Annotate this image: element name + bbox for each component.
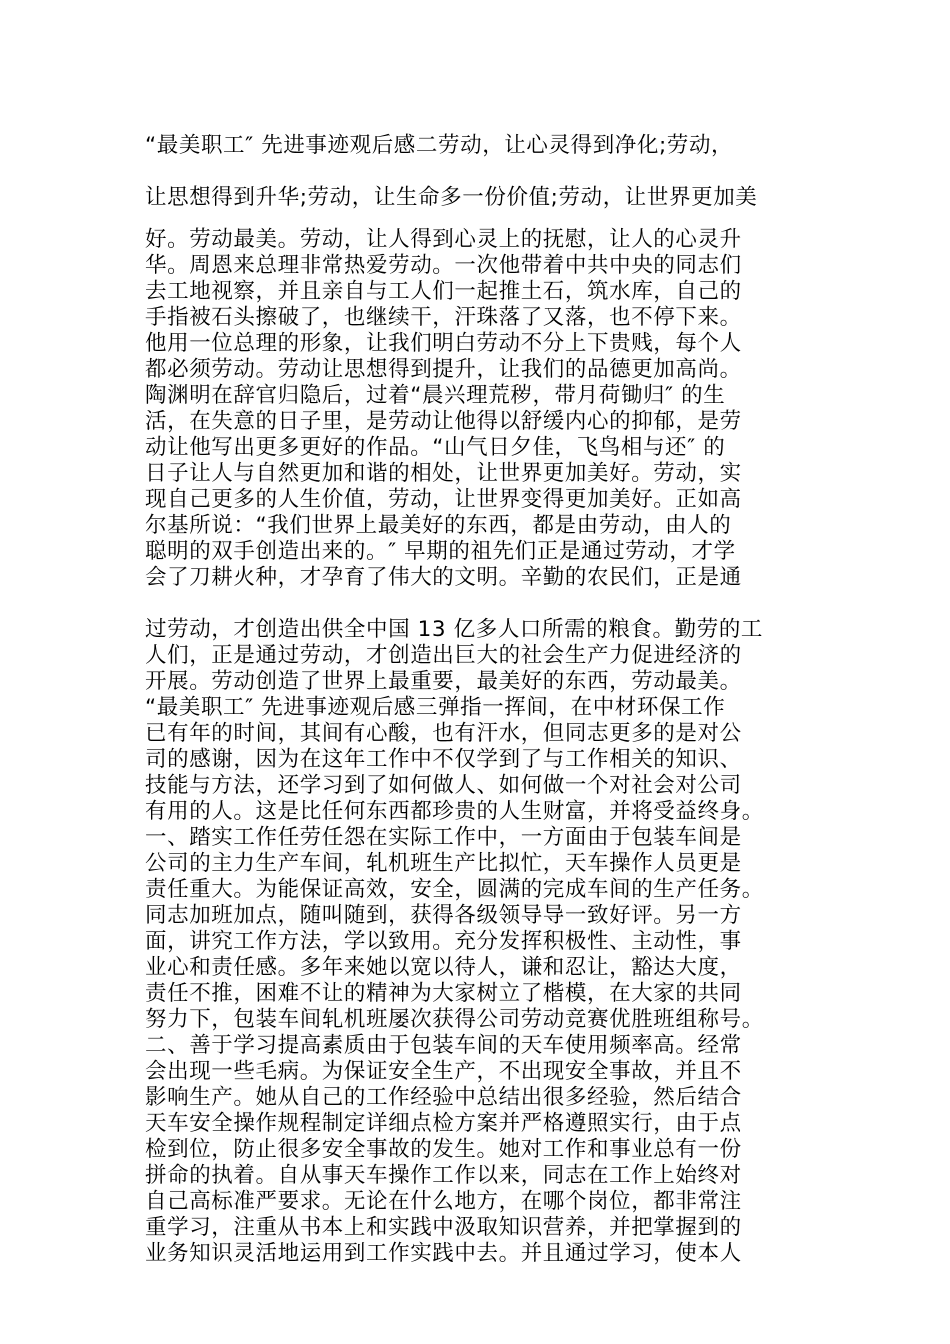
text-line: 面，讲究工作方法，学以致用。充分发挥积极性、主动性，事 — [145, 929, 742, 954]
text-line: 会了刀耕火种，才孕育了伟大的文明。辛勤的农民们，正是通 — [145, 565, 742, 590]
text-line: 努力下，包装车间轧机班屡次获得公司劳动竞赛优胜班组称号。 — [145, 1007, 764, 1032]
text-line: 手指被石头擦破了，也继续干，汗珠落了又落，也不停下来。 — [145, 305, 742, 330]
text-line: 聪明的双手创造出来的。″ 早期的祖先们正是通过劳动，才学 — [145, 539, 736, 564]
text-line: 一、踏实工作任劳任怨在实际工作中，一方面由于包装车间是 — [145, 825, 742, 850]
text-line: 华。周恩来总理非常热爱劳动。一次他带着中共中央的同志们 — [145, 253, 742, 278]
text-line: 业心和责任感。多年来她以宽以待人，谦和忍让，豁达大度， — [145, 955, 742, 980]
text-line: 陶渊明在辞官归隐后，过着“晨兴理荒秽，带月荷锄归″ 的生 — [145, 383, 726, 408]
text-line: 有用的人。这是比任何东西都珍贵的人生财富，并将受益终身。 — [145, 799, 764, 824]
text-line: 天车安全操作规程制定详细点检方案并严格遵照实行，由于点 — [145, 1111, 742, 1136]
text-line: 重学习，注重从书本上和实践中汲取知识营养，并把掌握到的 — [145, 1215, 742, 1240]
text-line: 公司的主力生产车间，轧机班生产比拟忙，天车操作人员更是 — [145, 851, 742, 876]
text-line: 去工地视察，并且亲自与工人们一起推土石，筑水库，自己的 — [145, 279, 742, 304]
text-line: 已有年的时间，其间有心酸，也有汗水，但同志更多的是对公 — [145, 721, 742, 746]
text-line: 司的感谢，因为在这年工作中不仅学到了与工作相关的知识、 — [145, 747, 742, 772]
text-line: 开展。劳动创造了世界上最重要，最美好的东西，劳动最美。 — [145, 669, 742, 694]
text-line: “最美职工″ 先进事迹观后感三弹指一挥间，在中材环保工作 — [145, 695, 726, 720]
text-line: 活，在失意的日子里，是劳动让他得以舒缓内心的抑郁，是劳 — [145, 409, 742, 434]
text-line: 现自己更多的人生价值，劳动，让世界变得更加美好。正如高 — [145, 487, 742, 512]
text-line: 他用一位总理的形象，让我们明白劳动不分上下贵贱，每个人 — [145, 331, 742, 356]
text-line: 拼命的执着。自从事天车操作工作以来，同志在工作上始终对 — [145, 1163, 742, 1188]
text-line: 好。劳动最美。劳动，让人得到心灵上的抚慰，让人的心灵升 — [145, 227, 742, 252]
text-line: 自己高标准严要求。无论在什么地方，在哪个岗位，都非常注 — [145, 1189, 742, 1214]
text-line: 技能与方法，还学习到了如何做人、如何做一个对社会对公司 — [145, 773, 742, 798]
text-line: 过劳动，才创造出供全中国 13 亿多人口所需的粮食。勤劳的工 — [145, 617, 764, 642]
text-line: 尔基所说：“我们世界上最美好的东西，都是由劳动，由人的 — [145, 513, 732, 538]
text-line: 人们，正是通过劳动，才创造出巨大的社会生产力促进经济的 — [145, 643, 742, 668]
text-line: 会出现一些毛病。为保证安全生产，不出现安全事故，并且不 — [145, 1059, 742, 1084]
text-line: 责任不推，困难不让的精神为大家树立了楷模，在大家的共同 — [145, 981, 742, 1006]
text-line: 动让他写出更多更好的作品。“山气日夕佳，飞鸟相与还″ 的 — [145, 435, 726, 460]
text-line: 影响生产。她从自己的工作经验中总结出很多经验，然后结合 — [145, 1085, 742, 1110]
text-line: 让思想得到升华;劳动，让生命多一份价值;劳动，让世界更加美 — [145, 185, 758, 210]
text-line: “最美职工″ 先进事迹观后感二劳动，让心灵得到净化;劳动， — [145, 133, 734, 158]
text-line: 日子让人与自然更加和谐的相处，让世界更加美好。劳动，实 — [145, 461, 742, 486]
text-line: 都必须劳动。劳动让思想得到提升，让我们的品德更加高尚。 — [145, 357, 742, 382]
text-line: 业务知识灵活地运用到工作实践中去。并且通过学习，使本人 — [145, 1241, 742, 1266]
text-line: 二、善于学习提高素质由于包装车间的天车使用频率高。经常 — [145, 1033, 742, 1058]
text-line: 同志加班加点，随叫随到，获得各级领导导一致好评。另一方 — [145, 903, 742, 928]
text-line: 检到位，防止很多安全事故的发生。她对工作和事业总有一份 — [145, 1137, 742, 1162]
text-line: 责任重大。为能保证高效，安全，圆满的完成车间的生产任务。 — [145, 877, 764, 902]
